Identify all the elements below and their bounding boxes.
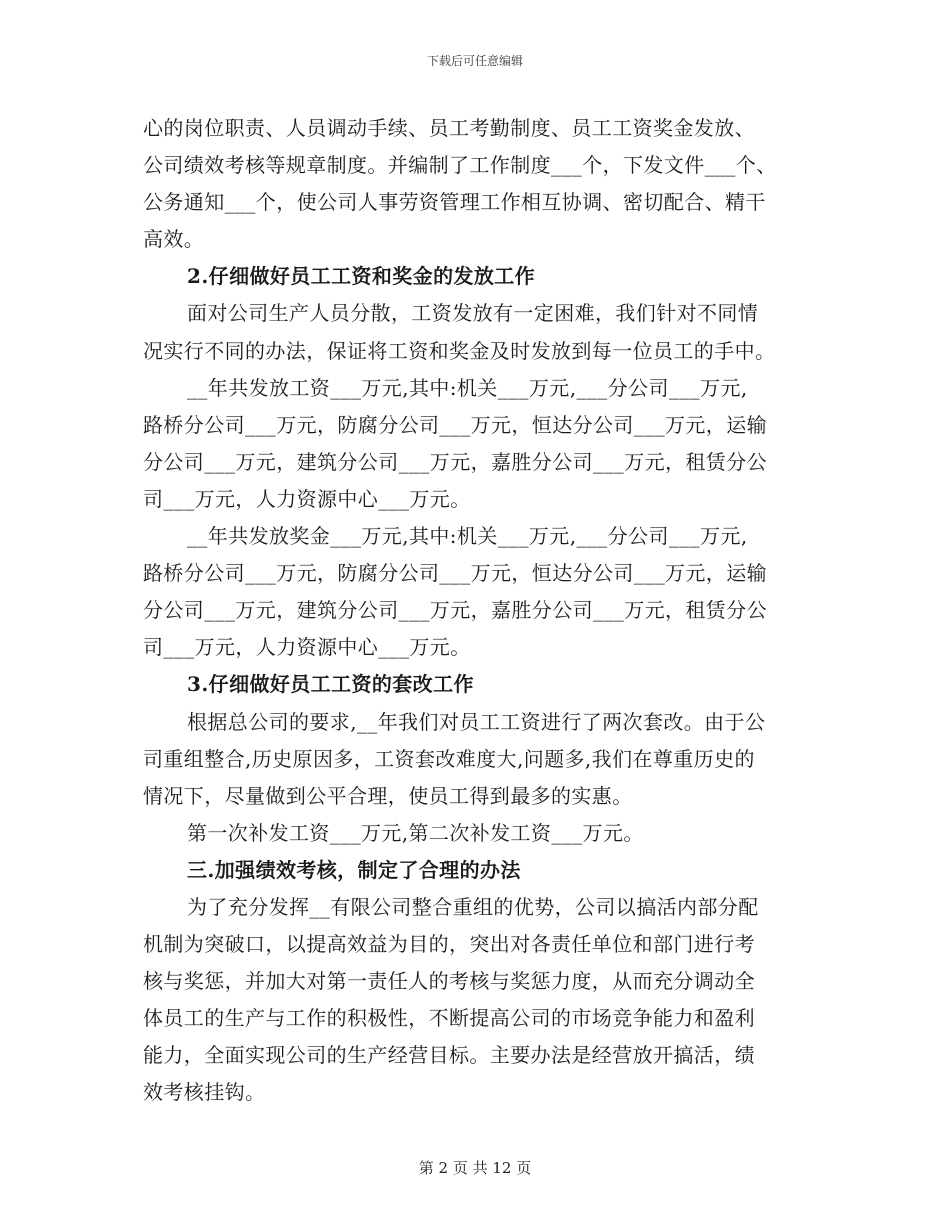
paragraph-line: 况实行不同的办法，保证将工资和奖金及时发放到每一位员工的手中。	[143, 338, 776, 363]
paragraph-line: 司重组整合,历史原因多，工资套改难度大,问题多,我们在尊重历史的	[143, 746, 755, 771]
section-heading: 3.仔细做好员工工资的套改工作	[187, 672, 474, 697]
paragraph-line: 核与奖惩，并加大对第一责任人的考核与奖惩力度，从而充分调动全	[143, 969, 755, 994]
section-heading: 三.加强绩效考核，制定了合理的办法	[187, 857, 521, 882]
paragraph-line: 面对公司生产人员分散，工资发放有一定困难，我们针对不同情	[187, 301, 759, 326]
paragraph-line: 能力，全面实现公司的生产经营目标。主要办法是经营放开搞活，绩	[143, 1043, 755, 1068]
paragraph-line: 为了充分发挥__有限公司整合重组的优势，公司以搞活内部分配	[187, 894, 759, 919]
paragraph-line: 情况下，尽量做到公平合理，使员工得到最多的实惠。	[143, 783, 633, 808]
paragraph-line: 分公司___万元，建筑分公司___万元，嘉胜分公司___万元，租赁分公	[143, 449, 767, 474]
paragraph-line: 司___万元，人力资源中心___万元。	[143, 635, 471, 660]
paragraph-line: 公司绩效考核等规章制度。并编制了工作制度___个，下发文件___个、	[143, 153, 777, 178]
paragraph-line: 司___万元，人力资源中心___万元。	[143, 486, 471, 511]
paragraph-line: __年共发放奖金___万元,其中:机关___万元,___分公司___万元,	[187, 524, 748, 549]
paragraph-line: 分公司___万元，建筑分公司___万元，嘉胜分公司___万元，租赁分公	[143, 598, 767, 623]
paragraph-line: 心的岗位职责、人员调动手续、员工考勤制度、员工工资奖金发放、	[143, 116, 755, 140]
paragraph-line: 体员工的生产与工作的积极性，不断提高公司的市场竞争能力和盈利	[143, 1006, 755, 1031]
paragraph-line: 路桥分公司___万元，防腐分公司___万元，恒达分公司___万元，运输	[143, 561, 767, 586]
paragraph-line: 第一次补发工资___万元,第二次补发工资___万元。	[187, 820, 644, 845]
page-footer: 第 2 页 共 12 页	[418, 1159, 532, 1177]
paragraph-line: 公务通知___个，使公司人事劳资管理工作相互协调、密切配合、精干	[143, 190, 766, 215]
paragraph-line: 高效。	[143, 227, 205, 252]
page-header: 下载后可任意编辑	[426, 54, 523, 68]
paragraph-line: 效考核挂钩。	[143, 1080, 266, 1105]
paragraph-line: __年共发放工资___万元,其中:机关___万元,___分公司___万元,	[187, 375, 748, 400]
document-body	[143, 110, 803, 1112]
paragraph-line: 路桥分公司___万元，防腐分公司___万元，恒达分公司___万元，运输	[143, 412, 767, 437]
paragraph-line: 根据总公司的要求,__年我们对员工工资进行了两次套改。由于公	[187, 709, 766, 734]
paragraph-line: 机制为突破口，以提高效益为目的，突出对各责任单位和部门进行考	[143, 932, 755, 957]
section-heading: 2.仔细做好员工工资和奖金的发放工作	[187, 264, 536, 289]
